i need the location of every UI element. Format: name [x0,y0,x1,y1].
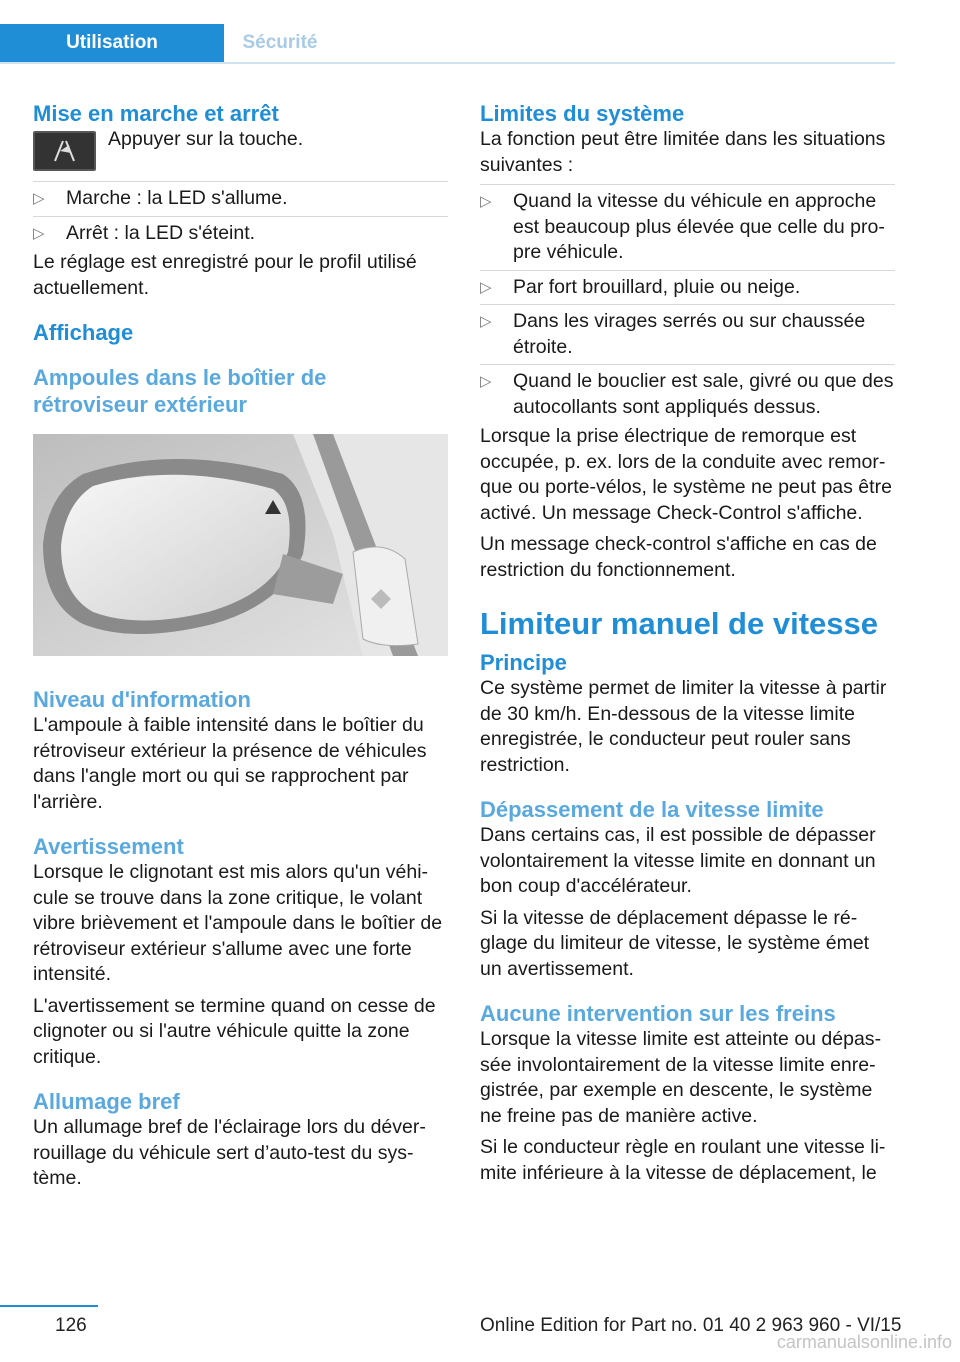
tab-securite[interactable]: Sécurité [242,32,318,53]
avertissement-text-1: Lorsque le clignotant est mis alors qu'un véhicule se trouve dans la zone critique, le volant vibre brièvement et l'ampoule dans le boîtier de rétroviseur extérieur s'allume avec une forte intensité. [33,861,443,985]
principe-text: Ce système permet de limiter la vitesse à partir de 30 km/h. En-dessous de la vitesse limite enregistrée, le conducteur peut rouler sans restriction. [480,677,887,776]
subsection-title-avertissement: Avertissement [33,834,184,859]
avertissement-text-2: L'avertissement se termine quand on cesse de clignoter ou si l'autre véhicule quitte la zone critique. [33,994,436,1068]
list-item-text: Par fort brouillard, pluie ou neige. [513,275,801,298]
header-tabbar [0,24,895,64]
list-item-text: Quand le bouclier est sale, givré ou que des autocollants sont appliqués dessus. [513,370,894,418]
subsection-title-depassement: Dépassement de la vitesse limite [480,797,824,822]
list-item [480,305,895,364]
bullet-triangle-icon: ▷ [33,224,45,242]
check-control-text: Un message check-control s'affiche en cas de restriction du fonctionnement. [480,533,877,581]
list-item [480,365,895,424]
subsection-title-niveau: Niveau d'information [33,687,251,712]
bullet-triangle-icon: ▷ [480,278,492,296]
reglage-text: Le réglage est enregistré pour le profil utilisé actuellement. [33,251,417,299]
left-column [33,100,448,1192]
depassement-text-1: Dans certains cas, il est possible de dépasser volontairement la vitesse limite en donnant un bon coup d'accélérateur. [480,824,876,897]
subsection-title-principe: Principe [480,650,567,675]
prise-text: Lorsque la prise électrique de remorque est occupée, p. ex. lors de la conduite avec remorque ou porte-vélos, le système ne peut pas être activé. Un message Check-Control s'affiche. [480,425,892,524]
aucune-text-2: Si le conducteur règle en roulant une vitesse limite inférieure à la vitesse de déplacement, le [480,1136,886,1184]
tab-utilisation[interactable]: Utilisation [0,24,224,62]
aucune-text-1: Lorsque la vitesse limite est atteinte ou dépassée involontairement de la vitesse limite enregistrée, par exemple en descente, le système ne freine pas de manière active. [480,1028,882,1127]
allumage-text: Un allumage bref de l'éclairage lors du déverrouillage du véhicule sert d’auto-test du système. [33,1116,426,1189]
bullet-triangle-icon: ▷ [480,193,492,210]
list-item-text: Dans les virages serrés ou sur chaussée étroite. [513,310,866,358]
list-item-text: Quand la vitesse du véhicule en approche est beaucoup plus élevée que celle du propre véhicule. [513,190,885,263]
list-item [33,217,448,251]
bullet-triangle-icon: ▷ [480,313,492,330]
subsection-title-aucune-intervention: Aucune intervention sur les freins [480,1001,836,1026]
section-title-limiteur: Limiteur manuel de vitesse [480,606,878,641]
bullet-triangle-icon: ▷ [33,190,45,207]
niveau-text: L'ampoule à faible intensité dans le boîtier du rétroviseur extérieur la présence de véhicules dans l'angle mort ou qui se rapprochent par l'arrière. [33,714,427,813]
press-button-text: Appuyer sur la touche. [108,128,304,150]
list-item [480,271,895,305]
list-item [480,185,895,270]
subsection-title-limites: Limites du système [480,101,685,126]
section-title-affichage: Affichage [33,320,134,345]
bullet-triangle-icon: ▷ [480,373,492,390]
watermark: carmanualsonline.info [776,1332,952,1352]
limites-intro: La fonction peut être limitée dans les situations suivantes : [480,128,886,176]
subsection-title-ampoules: Ampoules dans le boîtier de rétroviseur extérieur [33,365,327,417]
mirror-illustration [33,434,448,656]
subsection-title-allumage: Allumage bref [33,1089,180,1114]
section-title-mise-en-marche: Mise en marche et arrêt [33,101,279,126]
page-number: 126 [55,1315,87,1336]
footer-rule [0,1305,98,1307]
button-instruction [33,127,448,175]
edition-text: Online Edition for Part no. 01 40 2 963 960 - VI/15 [480,1315,902,1336]
list-item [33,182,448,216]
blind-spot-button-icon [33,131,96,171]
depassement-text-2: Si la vitesse de déplacement dépasse le réglage du limiteur de vitesse, le système émet un avertissement. [480,906,870,980]
right-column [480,100,895,1186]
list-item-text: Arrêt : la LED s'éteint. [66,221,256,244]
list-item-text: Marche : la LED s'allume. [66,187,288,209]
